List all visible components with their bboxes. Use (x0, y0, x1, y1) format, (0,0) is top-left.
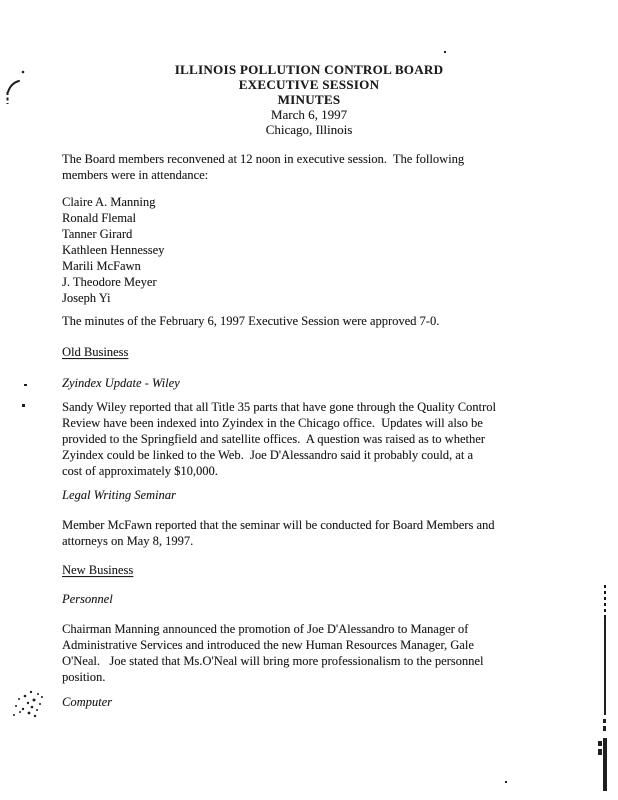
paragraph-line: Chairman Manning announced the promotion of Joe D'Alessandro to Manager of (62, 622, 469, 636)
scan-artifact-pen-hook (4, 66, 30, 108)
paragraph-line: The Board members reconvened at 12 noon in executive session. The following (62, 152, 465, 166)
zyindex-paragraph (62, 399, 496, 479)
scan-artifact-edge-line-dashed (604, 585, 606, 618)
new-business-heading: New Business (62, 563, 134, 577)
seminar-paragraph (62, 517, 495, 549)
scan-artifact-speck (24, 384, 27, 386)
paragraph-line: Administrative Services and introduced the new Human Resources Manager, Gale (62, 638, 474, 652)
paragraph-line: Member McFawn reported that the seminar will be conducted for Board Members and (62, 518, 495, 532)
session-date: March 6, 1997 (270, 107, 348, 122)
scan-artifact-speck (22, 404, 25, 407)
personnel-paragraph (62, 621, 483, 685)
scan-artifact-edge-line-dash (603, 719, 606, 723)
paragraph-line: position. (62, 670, 106, 684)
scan-artifact-speck (505, 781, 507, 783)
paragraph-line: The minutes of the February 6, 1997 Executive Session were approved 7-0. (62, 314, 440, 328)
paragraph-line: attorneys on May 8, 1997. (62, 534, 194, 548)
intro-paragraph (62, 151, 464, 183)
attendee-name: Tanner Girard (62, 227, 133, 241)
scan-artifact-edge-line-dash (603, 726, 606, 731)
scan-artifact-smudge-cluster (5, 686, 53, 722)
paragraph-line: members were in attendance: (62, 168, 209, 182)
zyindex-subheading: Zyindex Update - Wiley (62, 376, 180, 390)
paragraph-line: Sandy Wiley reported that all Title 35 parts that have gone through the Quality Control (62, 400, 496, 414)
attendee-name: Marili McFawn (62, 259, 141, 273)
scan-artifact-edge-line-thick (603, 738, 607, 791)
attendee-name: Joseph Yi (62, 291, 111, 305)
paragraph-line: Review have been indexed into Zyindex in the Chicago office. Updates will also be (62, 416, 483, 430)
org-name: ILLINOIS POLLUTION CONTROL BOARD (174, 62, 444, 77)
scan-artifact-blob (598, 741, 602, 746)
attendee-name: Kathleen Hennessey (62, 243, 165, 257)
session-location: Chicago, Illinois (265, 122, 353, 137)
attendee-name: J. Theodore Meyer (62, 275, 157, 289)
document-type: MINUTES (277, 92, 341, 107)
document-header (0, 62, 618, 137)
attendee-list (62, 194, 164, 306)
seminar-subheading: Legal Writing Seminar (62, 488, 176, 502)
personnel-subheading: Personnel (62, 592, 113, 606)
paragraph-line: O'Neal. Joe stated that Ms.O'Neal will bring more professionalism to the personnel (62, 654, 484, 668)
old-business-heading: Old Business (62, 345, 129, 359)
scan-artifact-edge-line (604, 618, 606, 715)
attendee-name: Ronald Flemal (62, 211, 136, 225)
paragraph-line: cost of approximately $10,000. (62, 464, 218, 478)
paragraph-line: Zyindex could be linked to the Web. Joe D'Alessandro said it probably could, at a (62, 448, 473, 462)
scan-artifact-blob (598, 749, 602, 755)
approval-paragraph (62, 313, 439, 329)
paragraph-line: provided to the Springfield and satellite offices. A question was raised as to whether (62, 432, 485, 446)
session-type: EXECUTIVE SESSION (238, 77, 380, 92)
scan-artifact-speck (444, 51, 446, 53)
attendee-name: Claire A. Manning (62, 195, 156, 209)
computer-subheading: Computer (62, 695, 112, 709)
